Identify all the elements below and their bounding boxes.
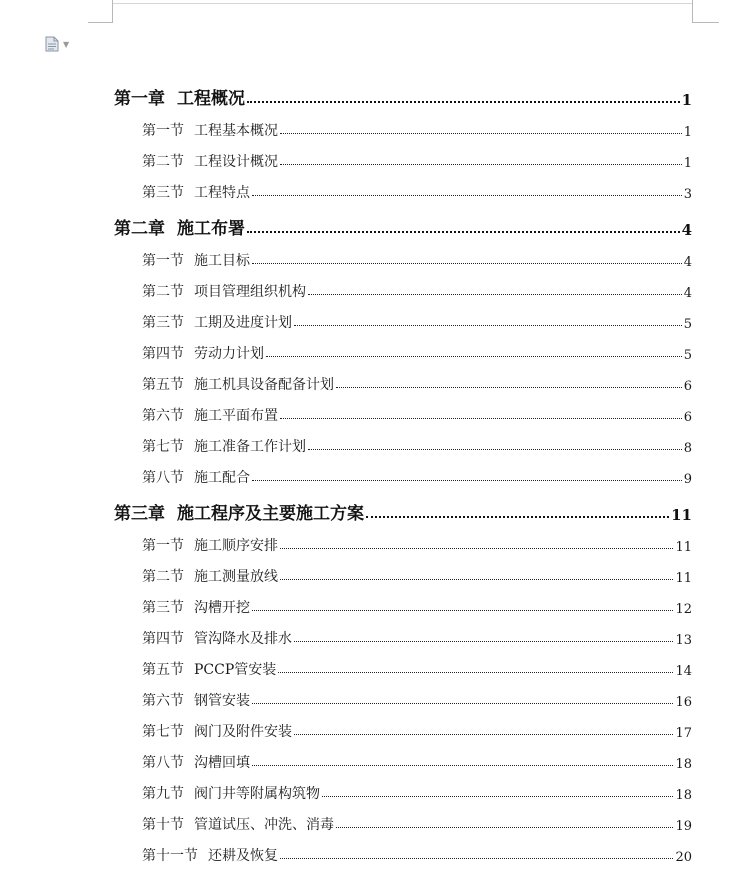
toc-section[interactable] bbox=[114, 803, 692, 834]
page-number: 12 bbox=[675, 602, 692, 617]
chapter-number: 第三章 bbox=[114, 504, 165, 524]
toc-section[interactable] bbox=[114, 332, 692, 363]
section-number: 第四节 bbox=[142, 346, 184, 362]
page-number: 4 bbox=[683, 255, 692, 270]
dot-leader bbox=[252, 702, 673, 704]
toc-section[interactable] bbox=[114, 301, 692, 332]
section-title: 施工顺序安排 bbox=[194, 538, 278, 554]
page-number: 8 bbox=[683, 441, 692, 456]
toc-section[interactable] bbox=[114, 741, 692, 772]
section-number: 第五节 bbox=[142, 377, 184, 393]
section-title: 管沟降水及排水 bbox=[194, 631, 292, 647]
section-number: 第二节 bbox=[142, 154, 184, 170]
toc-section[interactable] bbox=[114, 109, 692, 140]
page-number: 3 bbox=[683, 187, 692, 202]
section-title: 工期及进度计划 bbox=[194, 315, 292, 331]
section-title: 劳动力计划 bbox=[194, 346, 264, 362]
toc-section[interactable] bbox=[114, 239, 692, 270]
section-title: 施工目标 bbox=[194, 253, 250, 269]
dot-leader bbox=[366, 515, 669, 518]
chapter-title: 施工程序及主要施工方案 bbox=[177, 504, 364, 524]
section-title: 施工机具设备配备计划 bbox=[194, 377, 334, 393]
page-top-edge-right bbox=[668, 3, 692, 4]
dot-leader bbox=[336, 386, 682, 388]
toc-section[interactable] bbox=[114, 524, 692, 555]
dot-leader bbox=[280, 578, 673, 580]
section-number: 第二节 bbox=[142, 569, 184, 585]
toc-section[interactable] bbox=[114, 710, 692, 741]
section-number: 第九节 bbox=[142, 786, 184, 802]
section-number: 第五节 bbox=[142, 662, 184, 678]
section-title: 阀门及附件安装 bbox=[194, 724, 292, 740]
section-title: 钢管安装 bbox=[194, 693, 250, 709]
section-number: 第三节 bbox=[142, 185, 184, 201]
dot-leader bbox=[294, 324, 682, 326]
crop-mark-top-right bbox=[692, 0, 719, 23]
page-number: 1 bbox=[683, 125, 692, 140]
toc-chapter-1[interactable] bbox=[114, 72, 692, 109]
dot-leader bbox=[252, 764, 673, 766]
page-number: 9 bbox=[683, 472, 692, 487]
dot-leader bbox=[252, 262, 682, 264]
page-number: 14 bbox=[675, 664, 692, 679]
toc-section[interactable] bbox=[114, 456, 692, 487]
dot-leader bbox=[247, 230, 680, 233]
page-number: 13 bbox=[675, 633, 692, 648]
page-number: 11 bbox=[675, 571, 692, 586]
page-number: 18 bbox=[675, 788, 692, 803]
section-number: 第六节 bbox=[142, 693, 184, 709]
page-number: 11 bbox=[671, 506, 692, 524]
toc-section[interactable] bbox=[114, 772, 692, 803]
dot-leader bbox=[294, 640, 673, 642]
toc-section[interactable] bbox=[114, 394, 692, 425]
dot-leader bbox=[294, 733, 673, 735]
section-number: 第八节 bbox=[142, 470, 184, 486]
dot-leader bbox=[280, 417, 682, 419]
section-number: 第十节 bbox=[142, 817, 184, 833]
page-number: 6 bbox=[683, 410, 692, 425]
page-number: 5 bbox=[683, 317, 692, 332]
dot-leader bbox=[278, 671, 673, 673]
page-number: 11 bbox=[675, 540, 692, 555]
dot-leader bbox=[252, 609, 673, 611]
page-number: 18 bbox=[675, 757, 692, 772]
dot-leader bbox=[247, 100, 680, 103]
toc-section[interactable] bbox=[114, 363, 692, 394]
toc-section[interactable] bbox=[114, 425, 692, 456]
dot-leader bbox=[252, 194, 682, 196]
section-title: 阀门井等附属构筑物 bbox=[194, 786, 320, 802]
dot-leader bbox=[336, 826, 673, 828]
section-title: 沟槽开挖 bbox=[194, 600, 250, 616]
section-title: 工程设计概况 bbox=[194, 154, 278, 170]
page-number: 1 bbox=[681, 91, 692, 109]
section-number: 第八节 bbox=[142, 755, 184, 771]
page-number: 4 bbox=[681, 221, 692, 239]
chapter-number: 第一章 bbox=[114, 89, 165, 109]
toc-section[interactable] bbox=[114, 140, 692, 171]
section-title: 还耕及恢复 bbox=[208, 848, 278, 864]
dot-leader bbox=[252, 479, 682, 481]
chapter-title: 施工布署 bbox=[177, 219, 245, 239]
page-number: 5 bbox=[683, 348, 692, 363]
section-number: 第一节 bbox=[142, 123, 184, 139]
section-number: 第三节 bbox=[142, 600, 184, 616]
section-title: 工程特点 bbox=[194, 185, 250, 201]
section-number: 第四节 bbox=[142, 631, 184, 647]
chevron-down-icon[interactable]: ▼ bbox=[63, 40, 70, 49]
dot-leader bbox=[322, 795, 673, 797]
section-title: 沟槽回填 bbox=[194, 755, 250, 771]
section-number: 第七节 bbox=[142, 724, 184, 740]
document-icon[interactable] bbox=[45, 36, 59, 52]
dot-leader bbox=[266, 355, 682, 357]
section-number: 第六节 bbox=[142, 408, 184, 424]
dot-leader bbox=[280, 547, 673, 549]
toc-section[interactable] bbox=[114, 171, 692, 202]
section-number: 第七节 bbox=[142, 439, 184, 455]
table-of-contents bbox=[114, 72, 692, 865]
page-number: 1 bbox=[683, 156, 692, 171]
page-number: 6 bbox=[683, 379, 692, 394]
page-number: 4 bbox=[683, 286, 692, 301]
dot-leader bbox=[280, 857, 673, 859]
section-number: 第十一节 bbox=[142, 848, 198, 864]
toc-section[interactable] bbox=[114, 586, 692, 617]
toc-chapter-2[interactable] bbox=[114, 202, 692, 239]
section-title: 施工准备工作计划 bbox=[194, 439, 306, 455]
page-number: 17 bbox=[675, 726, 692, 741]
toc-section[interactable] bbox=[114, 679, 692, 710]
chapter-number: 第二章 bbox=[114, 219, 165, 239]
dot-leader bbox=[280, 163, 682, 165]
section-title: 项目管理组织机构 bbox=[194, 284, 306, 300]
page-top-edge bbox=[113, 3, 669, 4]
section-title: 工程基本概况 bbox=[194, 123, 278, 139]
page-number: 16 bbox=[675, 695, 692, 710]
crop-mark-top-left bbox=[88, 0, 113, 23]
section-number: 第一节 bbox=[142, 253, 184, 269]
section-number: 第二节 bbox=[142, 284, 184, 300]
toc-section[interactable] bbox=[114, 617, 692, 648]
page-number: 19 bbox=[675, 819, 692, 834]
page-number: 20 bbox=[675, 850, 692, 865]
dot-leader bbox=[308, 448, 682, 450]
section-title: 施工测量放线 bbox=[194, 569, 278, 585]
toc-chapter-3[interactable] bbox=[114, 487, 692, 524]
section-number: 第一节 bbox=[142, 538, 184, 554]
section-title: 管道试压、冲洗、消毒 bbox=[194, 817, 334, 833]
section-title: 施工配合 bbox=[194, 470, 250, 486]
toc-section[interactable] bbox=[114, 270, 692, 301]
section-title: 施工平面布置 bbox=[194, 408, 278, 424]
dot-leader bbox=[308, 293, 682, 295]
section-number: 第三节 bbox=[142, 315, 184, 331]
chapter-title: 工程概况 bbox=[177, 89, 245, 109]
toc-section[interactable] bbox=[114, 648, 692, 679]
section-title: PCCP管安装 bbox=[194, 662, 277, 678]
dot-leader bbox=[280, 132, 682, 134]
toc-section[interactable] bbox=[114, 555, 692, 586]
toc-section[interactable] bbox=[114, 834, 692, 865]
